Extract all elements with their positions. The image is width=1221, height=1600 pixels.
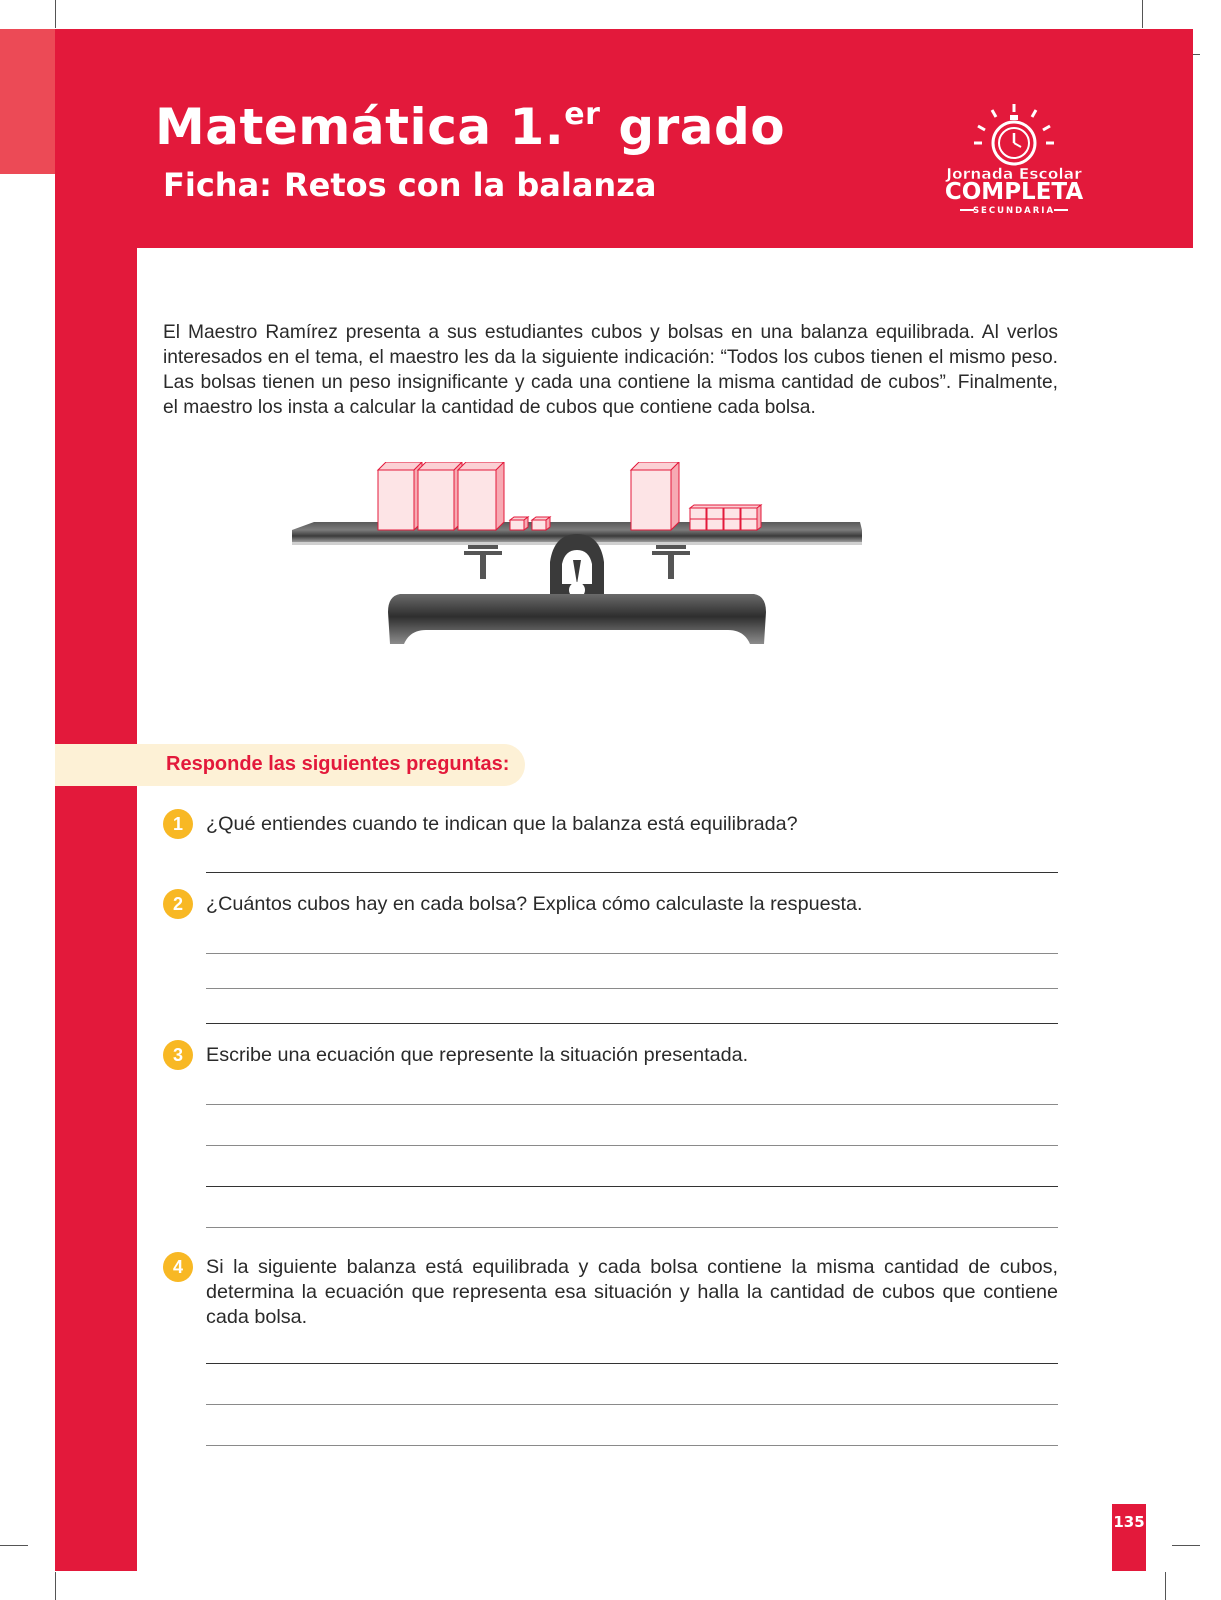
cube xyxy=(690,508,706,519)
cube xyxy=(690,519,706,530)
question-number-badge: 1 xyxy=(163,809,193,839)
cube xyxy=(741,519,757,530)
question-number-badge: 2 xyxy=(163,889,193,919)
cube xyxy=(724,508,740,519)
crop-mark xyxy=(1142,0,1143,28)
answer-line[interactable] xyxy=(206,1104,1058,1105)
intro-paragraph: El Maestro Ramírez presenta a sus estudiantes cubos y bolsas en una balanza equilibrada. Al verlos interesados en el tema, el maestro les da la siguiente indicación: “Todos los cubos tienen el mismo peso. Las bolsas tienen un peso insignificante y cada una contiene la misma cantidad de cubos”. Finalmente, el maestro los insta a calcular la cantidad de cubos que contiene cada bolsa. xyxy=(163,322,1058,418)
question-number-badge: 4 xyxy=(163,1252,193,1282)
answer-line[interactable] xyxy=(206,1145,1058,1146)
crop-mark xyxy=(0,1545,28,1546)
page-number: 135 xyxy=(1113,1513,1145,1531)
answer-line[interactable] xyxy=(206,1404,1058,1405)
left-margin-band xyxy=(55,29,137,1571)
question-2-text: ¿Cuántos cubos hay en cada bolsa? Explica cómo calculaste la respuesta. xyxy=(206,893,863,915)
cube xyxy=(510,520,524,530)
answer-line[interactable] xyxy=(206,1186,1058,1187)
question-number-badge: 3 xyxy=(163,1040,193,1070)
left-bags xyxy=(378,462,504,530)
logo-line-3: SECUNDARIA xyxy=(972,206,1056,216)
answer-line[interactable] xyxy=(206,1227,1058,1228)
question-3-text: Escribe una ecuación que represente la situación presentada. xyxy=(206,1044,749,1066)
question-4-text: Si la siguiente balanza está equilibrada y cada bolsa contiene la misma cantidad de cubos, determina la ecuación que representa esa situación y halla la cantidad de cubos que contiene cada bolsa. xyxy=(206,1256,1058,1328)
right-cubes xyxy=(690,505,761,530)
crop-mark xyxy=(55,1572,56,1600)
balance-scale-illustration xyxy=(292,462,882,662)
stopwatch-icon xyxy=(974,104,1054,164)
section-heading: Responde las siguientes preguntas: xyxy=(166,753,510,775)
answer-line[interactable] xyxy=(206,1445,1058,1446)
answer-line[interactable] xyxy=(206,953,1058,954)
cube xyxy=(741,508,757,519)
logo-line-2: COMPLETA xyxy=(944,179,1084,205)
jornada-escolar-completa-logo xyxy=(940,104,1100,228)
logo-line-1: Jornada Escolar xyxy=(946,165,1082,183)
bag xyxy=(378,462,422,530)
worksheet-subtitle: Ficha: Retos con la balanza xyxy=(163,166,657,204)
answer-line[interactable] xyxy=(206,872,1058,873)
cube xyxy=(707,508,723,519)
answer-line[interactable] xyxy=(206,988,1058,989)
crop-mark xyxy=(1172,1545,1200,1546)
crop-mark xyxy=(55,0,56,28)
bag xyxy=(418,462,462,530)
left-edge-tab xyxy=(0,29,55,174)
page-title: Matemática 1.$^{er}$ grado xyxy=(155,97,786,156)
cube xyxy=(724,519,740,530)
cube xyxy=(707,519,723,530)
crop-mark xyxy=(1165,1572,1166,1600)
question-1-text: ¿Qué entiendes cuando te indican que la balanza está equilibrada? xyxy=(206,813,798,835)
answer-line[interactable] xyxy=(206,1363,1058,1364)
balance-base xyxy=(388,594,766,644)
bag xyxy=(631,462,679,530)
answer-line[interactable] xyxy=(206,1023,1058,1024)
cube xyxy=(532,520,546,530)
bag xyxy=(458,462,504,530)
right-bags xyxy=(631,462,679,530)
